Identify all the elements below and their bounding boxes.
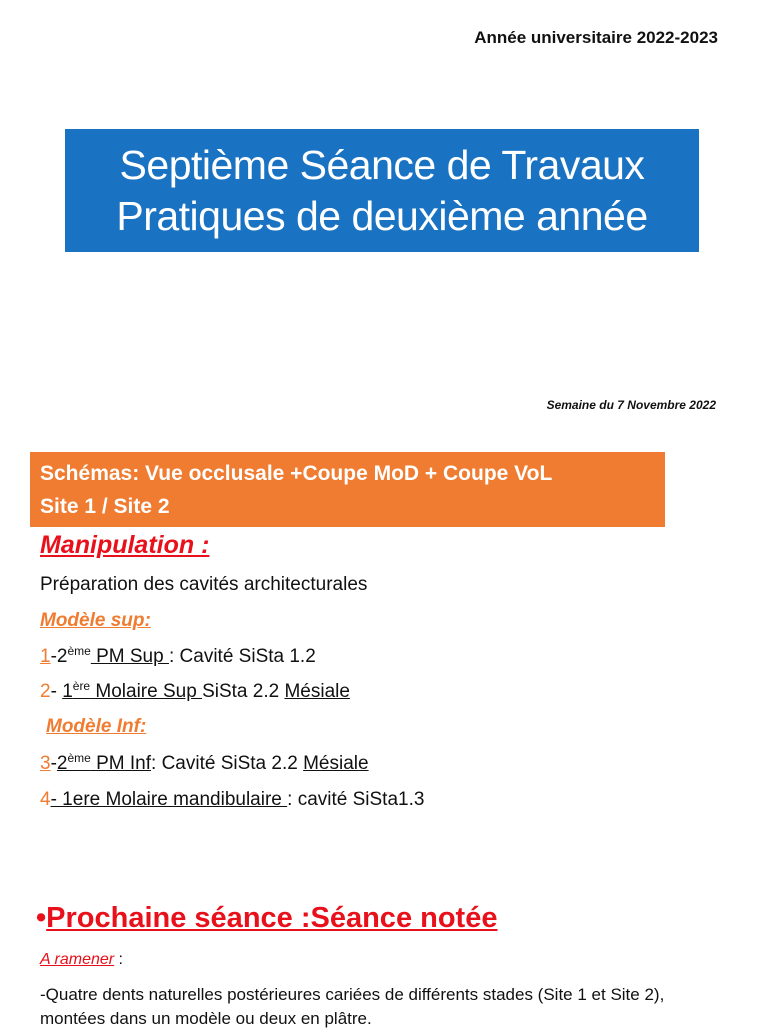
title-line-1: Septième Séance de Travaux — [119, 141, 645, 188]
item-rest: : cavité SiSta1.3 — [287, 789, 425, 810]
ramener-details: -Quatre dents naturelles postérieures cariées de différents stades (Site 1 et Site 2), montées dans un modèle ou deux en plâtre. — [40, 985, 665, 1028]
item-rest: : Cavité SiSta 1.2 — [168, 646, 316, 667]
item-rest: : Cavité SiSta 2.2 — [151, 753, 304, 774]
modele-sup-label — [40, 610, 151, 632]
manipulation-heading: Manipulation : — [40, 531, 210, 559]
ramener-text: A ramener — [40, 951, 115, 968]
next-session-heading — [36, 902, 497, 935]
item-number: 4 — [40, 789, 51, 810]
item-pre: 2 — [56, 753, 68, 774]
schemas-line-1: Schémas: Vue occlusale +Coupe MoD + Coupe VoL — [40, 462, 553, 485]
item-tooth — [62, 681, 202, 702]
item-pre: 1 — [62, 681, 73, 702]
item-number: 2 — [40, 681, 51, 702]
intro-text: Préparation des cavités architecturales — [40, 574, 368, 595]
ramener-label — [40, 951, 123, 969]
list-item — [40, 789, 424, 811]
item-number: 3 — [40, 753, 51, 774]
item-prefix: -2 — [50, 646, 68, 667]
title-banner — [65, 129, 699, 252]
item-prefix: - — [50, 753, 57, 774]
schemas-banner — [30, 452, 665, 527]
item-tooth-name: PM Inf — [90, 753, 152, 774]
modele-inf-text: Modèle Inf: — [46, 716, 147, 737]
ramener-colon: : — [114, 951, 123, 968]
week-date: Semaine du 7 Novembre 2022 — [546, 398, 716, 412]
item-tooth — [57, 753, 151, 774]
item-side: Mésiale — [284, 681, 350, 702]
item-sup: ème — [67, 751, 91, 765]
list-item — [40, 646, 316, 668]
list-item — [40, 753, 369, 775]
item-tooth: PM Sup — [90, 646, 169, 667]
title-line-2: Pratiques de deuxième année — [116, 192, 648, 239]
schemas-line-2: Site 1 / Site 2 — [40, 495, 170, 518]
item-tooth-name: Molaire Sup — [90, 681, 203, 702]
item-sup: ème — [67, 644, 91, 658]
list-item — [40, 681, 350, 703]
item-sup: ère — [72, 679, 91, 693]
modele-inf-label — [46, 716, 146, 738]
item-number: 1 — [40, 646, 51, 667]
bullet-icon: • — [36, 902, 47, 934]
modele-sup-text: Modèle sup: — [40, 610, 151, 631]
item-prefix: - — [50, 681, 63, 702]
item-tooth: - 1ere Molaire mandibulaire — [50, 789, 288, 810]
item-side: Mésiale — [303, 753, 369, 774]
next-session-text: Prochaine séance :Séance notée — [46, 902, 498, 934]
item-rest: SiSta 2.2 — [202, 681, 285, 702]
academic-year: Année universitaire 2022-2023 — [474, 28, 718, 47]
